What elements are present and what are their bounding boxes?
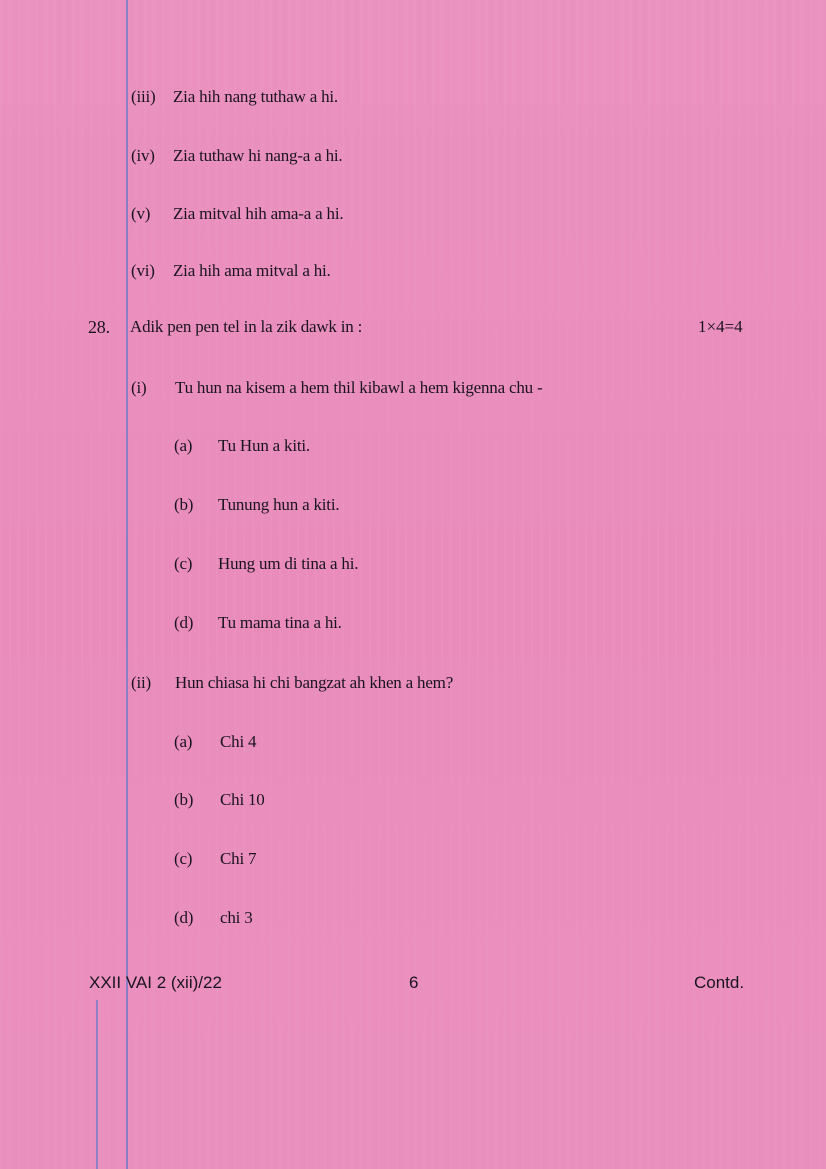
page-number: 6 bbox=[409, 973, 419, 992]
item-text: Zia mitval hih ama-a a hi. bbox=[173, 204, 344, 223]
option-text: Tu Hun a kiti. bbox=[218, 436, 310, 455]
item-text: Zia tuthaw hi nang-a a hi. bbox=[173, 146, 343, 165]
option-text: Tu mama tina a hi. bbox=[218, 613, 342, 632]
option-label: (d) bbox=[174, 908, 194, 927]
sub-question bbox=[131, 378, 543, 398]
continued-label: Contd. bbox=[694, 973, 745, 992]
option-label: (a) bbox=[174, 436, 193, 455]
option-label: (a) bbox=[174, 732, 193, 751]
item-text: Zia hih nang tuthaw a hi. bbox=[173, 87, 338, 106]
sub-question-text: Tu hun na kisem a hem thil kibawl a hem kigenna chu - bbox=[175, 378, 543, 397]
option-text: Hung um di tina a hi. bbox=[218, 554, 359, 573]
option-item bbox=[174, 613, 342, 633]
list-item bbox=[131, 204, 344, 224]
question-number: 28. bbox=[88, 317, 110, 337]
paper-code: XXII VAI 2 (xii)/22 bbox=[89, 973, 222, 992]
question-heading bbox=[88, 317, 363, 338]
option-item bbox=[174, 436, 310, 456]
sub-question-label: (i) bbox=[131, 378, 147, 397]
option-text: Chi 10 bbox=[220, 790, 265, 809]
option-item bbox=[174, 495, 340, 515]
option-text: Tunung hun a kiti. bbox=[218, 495, 340, 514]
item-text: Zia hih ama mitval a hi. bbox=[173, 261, 331, 280]
option-item bbox=[174, 908, 253, 928]
option-item bbox=[174, 554, 359, 574]
margin-line bbox=[126, 0, 128, 1169]
option-label: (c) bbox=[174, 849, 193, 868]
list-item bbox=[131, 261, 331, 281]
sub-question-label: (ii) bbox=[131, 673, 151, 692]
option-item bbox=[174, 790, 265, 810]
question-text: Adik pen pen tel in la zik dawk in : bbox=[130, 317, 363, 336]
list-item bbox=[131, 87, 338, 107]
option-item bbox=[174, 732, 257, 752]
item-label: (iii) bbox=[131, 87, 156, 106]
item-label: (vi) bbox=[131, 261, 155, 280]
option-label: (b) bbox=[174, 495, 194, 514]
option-item bbox=[174, 849, 257, 869]
item-label: (v) bbox=[131, 204, 151, 223]
option-label: (d) bbox=[174, 613, 194, 632]
list-item bbox=[131, 146, 343, 166]
option-label: (b) bbox=[174, 790, 194, 809]
item-label: (iv) bbox=[131, 146, 155, 165]
marks-allocation: 1×4=4 bbox=[698, 317, 743, 336]
option-label: (c) bbox=[174, 554, 193, 573]
sub-question bbox=[131, 673, 454, 693]
sub-question-text: Hun chiasa hi chi bangzat ah khen a hem? bbox=[175, 673, 454, 692]
margin-line-lower bbox=[96, 1000, 98, 1169]
option-text: chi 3 bbox=[220, 908, 253, 927]
option-text: Chi 4 bbox=[220, 732, 257, 751]
option-text: Chi 7 bbox=[220, 849, 257, 868]
